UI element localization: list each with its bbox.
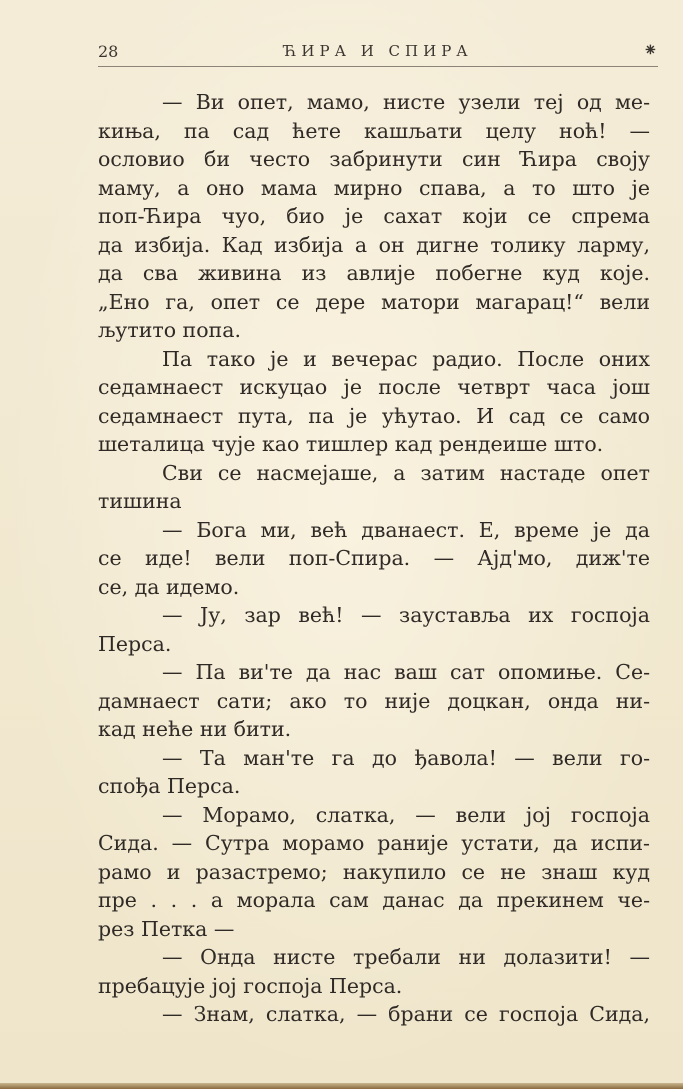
page-number: 28 xyxy=(98,42,119,61)
running-title: ЋИРА И СПИРА xyxy=(283,42,473,60)
text-line: љутито попа. xyxy=(98,318,241,342)
text-line: шеталица чује као тишлер кад рендеише што. xyxy=(98,432,604,456)
body-text xyxy=(98,88,650,1029)
text-line: „Ено га, опет се дере матори магарац!“ вели xyxy=(98,289,650,314)
text-line: тишина xyxy=(98,489,182,513)
text-line: да сва живина из авлије побегне куд које. xyxy=(98,261,650,285)
text-line: дамнаест сати; ако то није доцкан, онда ни- xyxy=(98,688,650,713)
text-line: рез Петка — xyxy=(98,916,235,941)
text-line: — Бога ми, већ дванаест. Е, време је да xyxy=(162,517,650,542)
text-line: киња, па сад ћете кашљати целу ноћ! — xyxy=(98,118,650,143)
text-line: се, да идемо. xyxy=(98,574,240,599)
page-bottom-edge xyxy=(0,1083,683,1089)
page-header xyxy=(98,40,658,67)
text-line: ословио би често забринути син Ћира своју xyxy=(98,147,650,171)
text-line: рамо и разастремо; накупило се не знаш куд xyxy=(98,859,650,884)
text-line: седамнаест пута, па је ућутао. И сад се само xyxy=(98,403,650,428)
text-line: — Та ман'те га до ђавола! — вели го- xyxy=(162,745,650,770)
text-line: пребацује јој госпоја Перса. xyxy=(98,973,403,998)
text-line: — Ви опет, мамо, нисте узели теј од ме- xyxy=(162,90,650,114)
text-line: Перса. xyxy=(98,631,172,656)
text-line: седамнаест искуцао је после четврт часа још xyxy=(98,375,650,399)
ornament-icon: ⁕ xyxy=(642,40,658,61)
text-line: — Онда нисте требали ни долазити! — xyxy=(162,945,650,969)
text-line: — Знам, слатка, — брани се госпоја Сида, xyxy=(162,1002,650,1026)
text-line: маму, а оно мама мирно спава, а то што је xyxy=(98,175,650,200)
text-line: — Ју, зар већ! — зауставља их госпоја xyxy=(162,603,650,627)
text-line: Сви се насмејаше, а затим настаде опет xyxy=(162,460,650,485)
text-line: — Морамо, слатка, — вели јој госпоја xyxy=(162,802,650,827)
text-line: кад неће ни бити. xyxy=(98,717,292,741)
text-line: Сида. — Сутра морамо раније устати, да испи- xyxy=(98,831,650,855)
text-line: се иде! вели поп-Спира. — Ајд'мо, диж'те xyxy=(98,546,650,570)
text-line: поп-Ћира чуо, био је сахат који се спрема xyxy=(98,204,650,228)
text-line: — Па ви'те да нас ваш сат опомиње. Се- xyxy=(162,660,650,684)
text-line: да избија. Кад избија а он дигне толику ларму, xyxy=(98,232,650,257)
text-line: Па тако је и вечерас радио. После оних xyxy=(162,346,650,371)
text-line: спођа Перса. xyxy=(98,774,241,798)
text-line: пре . . . а морала сам данас да прекинем че- xyxy=(98,888,650,912)
